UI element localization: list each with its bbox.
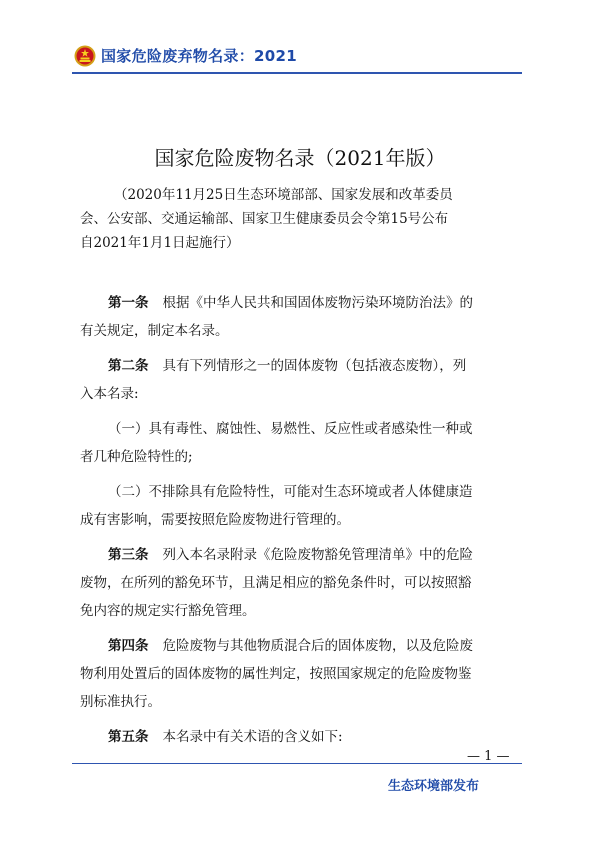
paragraph-line: 有关规定，制定本名录。 [80,323,229,339]
article-label: 第三条 [108,547,149,563]
paragraph-line: 者几种危险特性的; [80,449,193,465]
paragraph-line: （二）不排除具有危险特性，可能对生态环境或者人体健康造 [108,484,473,500]
article-label: 第四条 [108,638,149,654]
article-3 [80,541,540,625]
paragraph-line: 第五条 本名录中有关术语的含义如下: [108,729,343,745]
page-number: — 1 — [467,749,510,764]
article-label: 第二条 [108,358,149,374]
subtitle-line: 会、公安部、交通运输部、国家卫生健康委员会令第15号公布 [80,211,449,227]
publisher-label: 生态环境部发布 [388,779,480,794]
subtitle-line: （2020年11月25日生态环境部部、国家发展和改革委员 [114,187,453,203]
paragraph-line: 第二条 具有下列情形之一的固体废物（包括液态废物），列 [108,358,467,374]
article-2 [80,352,540,408]
article-5 [80,723,540,751]
article-2-item-2 [80,478,540,534]
paragraph-line: 第三条 列入本名录附录《危险废物豁免管理清单》中的危险 [108,547,473,563]
paragraph-line: 第四条 危险废物与其他物质混合后的固体废物，以及危险废 [108,638,473,654]
paragraph-line: （一）具有毒性、腐蚀性、易燃性、反应性或者感染性一种或 [108,421,473,437]
paragraph-line: 废物，在所列的豁免环节，且满足相应的豁免条件时，可以按照豁 [80,575,472,591]
article-label: 第一条 [108,295,149,311]
subtitle-line: 自2021年1月1日起施行） [80,235,240,251]
national-emblem-icon [74,45,96,67]
article-2-item-1 [80,415,540,471]
footer-divider [72,763,522,764]
document-subtitle [80,183,540,255]
header-divider [72,72,522,74]
article-label: 第五条 [108,729,149,745]
article-1 [80,289,540,345]
paragraph-line: 物利用处置后的固体废物的属性判定，按照国家规定的危险废物鉴 [80,666,472,682]
paragraph-line: 入本名录: [80,386,139,402]
paragraph-line: 免内容的规定实行豁免管理。 [80,603,256,619]
document-title: 国家危险废物名录（2021年版） [154,146,446,170]
paragraph-line: 别标准执行。 [80,694,161,710]
paragraph-line: 成有害影响，需要按照危险废物进行管理的。 [80,512,350,528]
article-4 [80,632,540,716]
page-header [0,0,600,80]
paragraph-line: 第一条 根据《中华人民共和国固体废物污染环境防治法》的 [108,295,473,311]
header-title: 国家危险废弃物名录：2021 [101,47,297,65]
document-body [80,289,540,758]
